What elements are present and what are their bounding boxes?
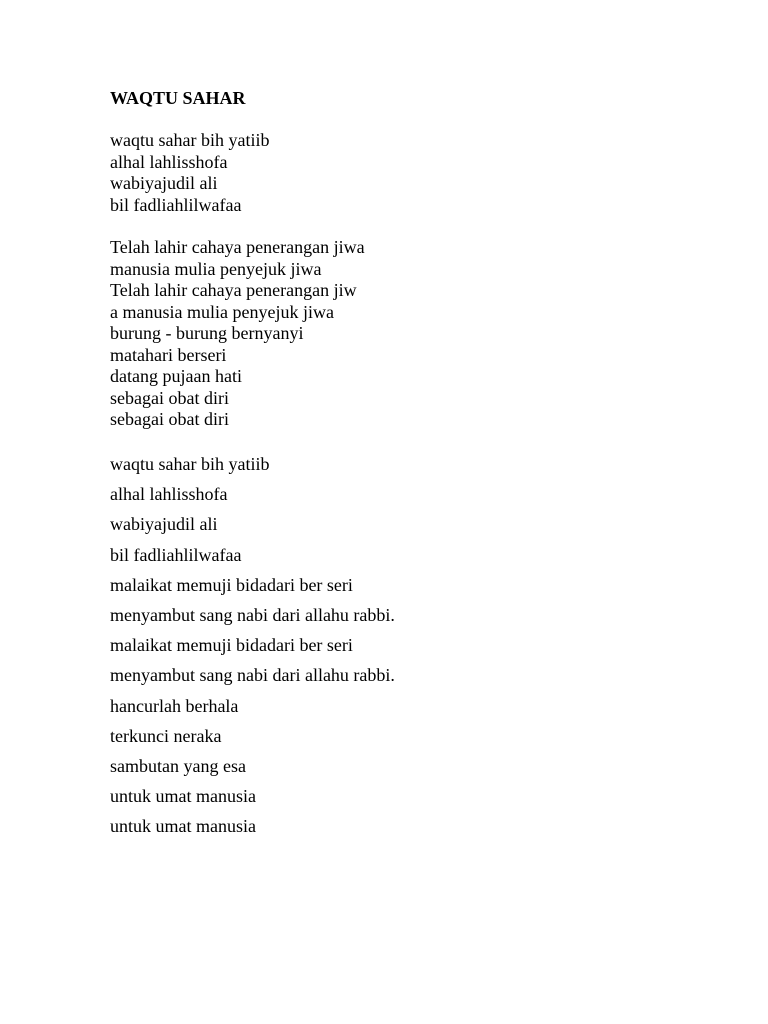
stanza-line: manusia mulia penyejuk jiwa xyxy=(110,258,322,279)
stanza-line: wabiyajudil ali xyxy=(110,514,218,535)
stanza-line: waqtu sahar bih yatiib xyxy=(110,454,270,474)
document-title: WAQTU SAHAR xyxy=(110,88,246,108)
stanza-line: sambutan yang esa xyxy=(110,755,246,776)
stanza-line: Telah lahir cahaya penerangan jiwa xyxy=(110,237,365,257)
stanza-line: sebagai obat diri xyxy=(110,387,229,408)
stanza-line: alhal lahlisshofa xyxy=(110,151,228,172)
stanza-line: datang pujaan hati xyxy=(110,366,242,386)
stanza-line: malaikat memuji bidadari ber seri xyxy=(110,635,353,656)
stanza-3 xyxy=(110,452,395,844)
stanza-line: bil fadliahlilwafaa xyxy=(110,544,242,565)
stanza-2 xyxy=(110,237,365,431)
stanza-line: waqtu sahar bih yatiib xyxy=(110,130,270,150)
stanza-line: menyambut sang nabi dari allahu rabbi. xyxy=(110,604,395,625)
stanza-line: matahari berseri xyxy=(110,344,227,365)
stanza-line: bil fadliahlilwafaa xyxy=(110,194,242,215)
stanza-line: Telah lahir cahaya penerangan jiw xyxy=(110,280,357,300)
stanza-line: terkunci neraka xyxy=(110,725,222,746)
stanza-line: untuk umat manusia xyxy=(110,816,256,837)
stanza-line: alhal lahlisshofa xyxy=(110,484,228,505)
stanza-line: wabiyajudil ali xyxy=(110,173,218,193)
stanza-line: burung - burung bernyanyi xyxy=(110,323,304,343)
stanza-line: untuk umat manusia xyxy=(110,786,256,807)
stanza-1 xyxy=(110,130,269,216)
stanza-line: a manusia mulia penyejuk jiwa xyxy=(110,301,334,322)
stanza-line: sebagai obat diri xyxy=(110,409,229,429)
stanza-line: menyambut sang nabi dari allahu rabbi. xyxy=(110,665,395,686)
stanza-line: hancurlah berhala xyxy=(110,695,239,716)
stanza-line: malaikat memuji bidadari ber seri xyxy=(110,574,353,595)
